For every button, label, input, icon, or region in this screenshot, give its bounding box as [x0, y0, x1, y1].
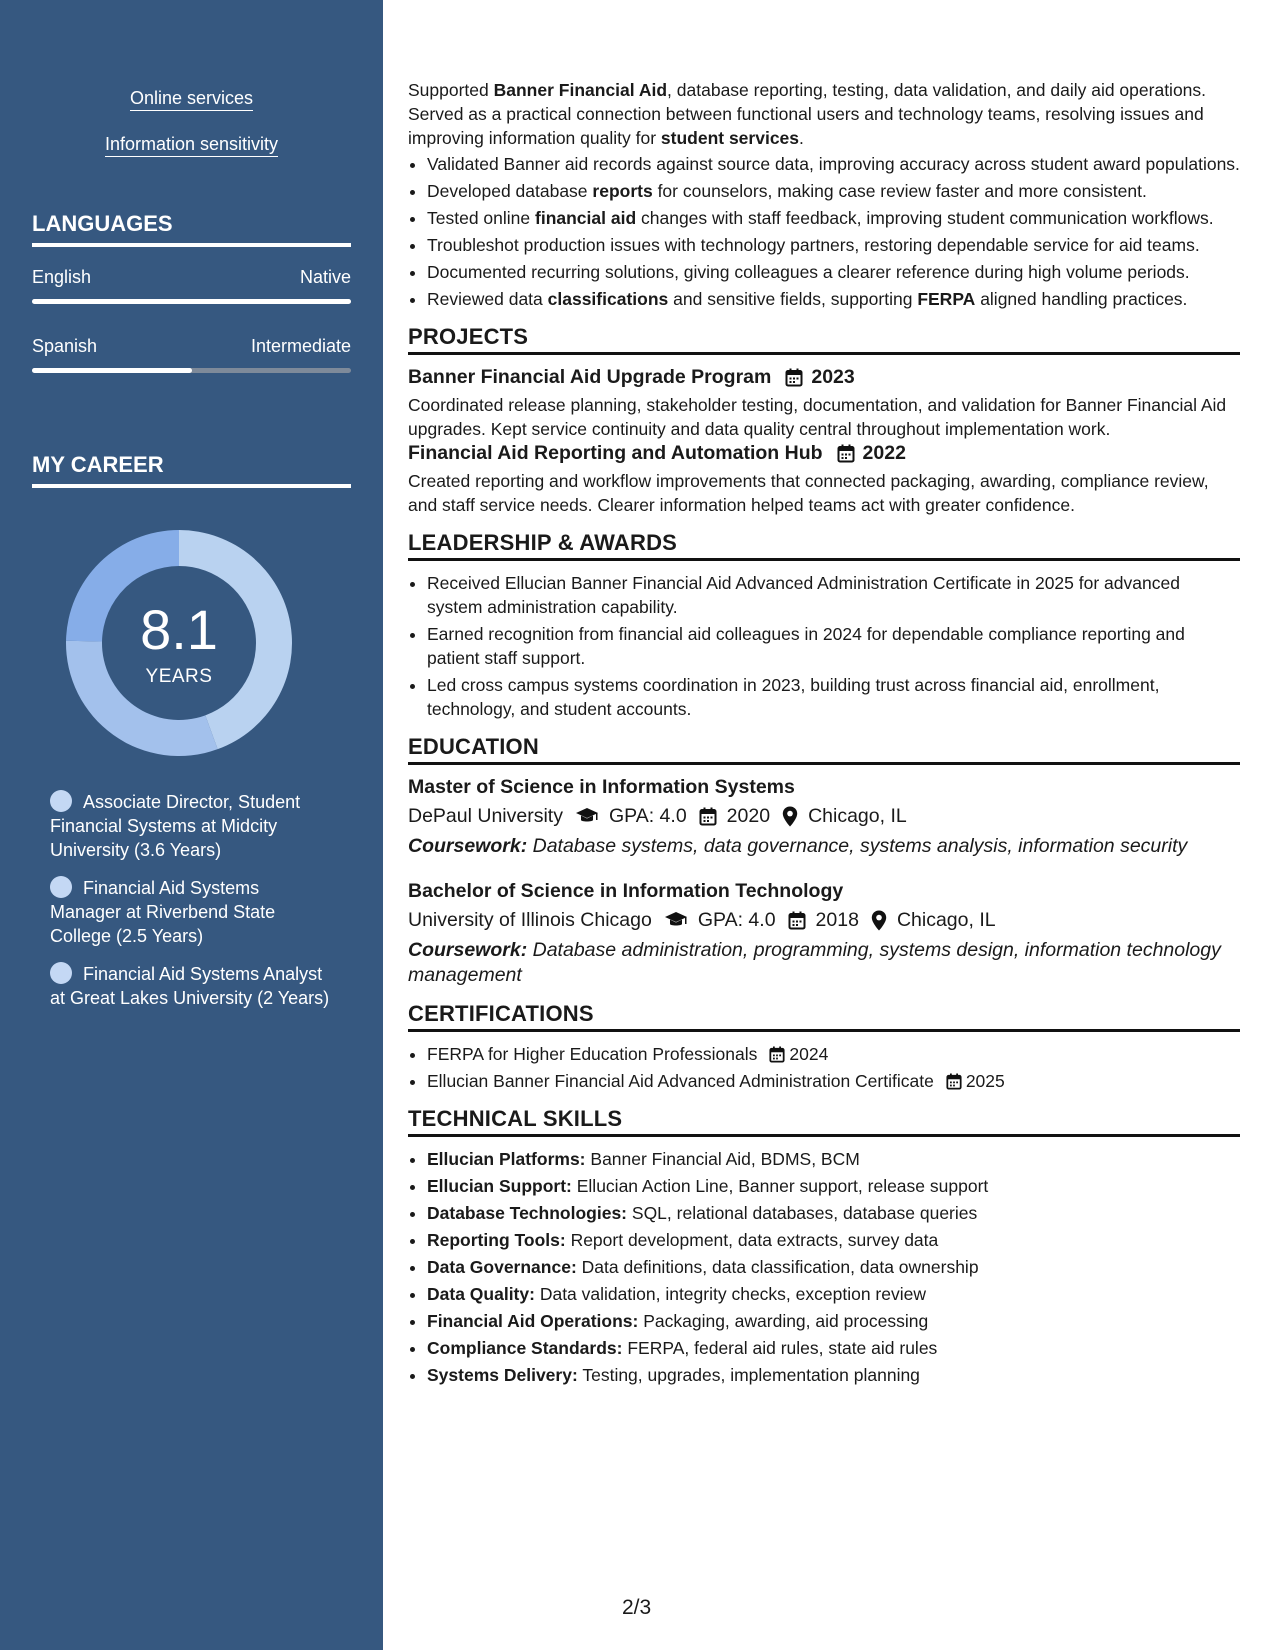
calendar-icon: [769, 1046, 785, 1063]
school-name: University of Illinois Chicago: [408, 909, 652, 931]
skill-item: [427, 1255, 1240, 1279]
bullet-bold: reports: [592, 181, 653, 201]
career-item: [50, 790, 335, 862]
project-title-row: [408, 365, 1240, 389]
leadership-list: [408, 571, 1240, 721]
skill-value: FERPA, federal aid rules, state aid rules: [627, 1338, 938, 1358]
graduation-cap-icon: [575, 807, 599, 825]
education-meta: [408, 804, 1240, 828]
project-title: Financial Aid Reporting and Automation Hub: [408, 442, 823, 464]
career-role: Financial Aid Systems Analyst at Great Lakes University (2 Years): [50, 964, 330, 1008]
summary-bullet: [427, 287, 1240, 311]
skill-label: Ellucian Support:: [427, 1176, 572, 1196]
summary-text: Supported: [408, 80, 494, 100]
skill-label: Data Quality:: [427, 1284, 535, 1304]
summary-bold: student services: [660, 128, 800, 148]
certifications-heading: CERTIFICATIONS: [408, 1002, 1240, 1032]
language-bar-spanish: [32, 368, 351, 373]
graduation-year: 2020: [726, 805, 771, 827]
bullet-text: Tested online: [427, 208, 535, 228]
page-number: 2/3: [622, 1596, 652, 1619]
summary-bullet: [427, 152, 1240, 176]
summary-bullet: [427, 233, 1240, 257]
map-pin-icon: [782, 806, 798, 827]
skills-heading: TECHNICAL SKILLS: [408, 1107, 1240, 1137]
graduation-year: 2018: [815, 909, 859, 931]
language-name: Spanish: [32, 336, 98, 356]
sidebar-links: [0, 88, 383, 180]
language-name: English: [32, 267, 92, 287]
bullet-text: Reviewed data: [427, 289, 548, 309]
bullet-bold: financial aid: [535, 208, 637, 228]
language-bar-english: [32, 299, 351, 304]
language-row-english: [32, 267, 351, 288]
career-role: Financial Aid Systems Manager at Riverbend State College (2.5 Years): [50, 878, 276, 946]
skill-value: Report development, data extracts, survey data: [570, 1230, 939, 1250]
leadership-item: • Received Ellucian Banner Financial Aid Advanced Administration Certificate in 2025 for advanced system administration capability.: [427, 571, 1240, 619]
language-level: Native: [299, 267, 351, 287]
summary-bullet: [427, 179, 1240, 203]
education-heading: EDUCATION: [408, 735, 1240, 765]
skill-item: [427, 1309, 1240, 1333]
skill-item: [427, 1174, 1240, 1198]
project-year: 2022: [862, 442, 906, 464]
skill-item: [427, 1282, 1240, 1306]
leadership-item: • Led cross campus systems coordination in 2023, building trust across financial aid, enrollment, technology, and student accounts.: [427, 673, 1240, 721]
location: Chicago, IL: [808, 805, 907, 827]
project-title-row: [408, 441, 1240, 465]
map-pin-icon: [871, 910, 887, 931]
skill-value: Data validation, integrity checks, exception review: [539, 1284, 926, 1304]
projects-heading: PROJECTS: [408, 325, 1240, 355]
skill-value: Packaging, awarding, aid processing: [643, 1311, 929, 1331]
bullet-bold: classifications: [547, 289, 669, 309]
summary-text: .: [799, 128, 804, 148]
skill-label: Ellucian Platforms:: [427, 1149, 586, 1169]
project-description: Coordinated release planning, stakeholder testing, documentation, and validation for Banner Financial Aid upgrades. Kept service continuity and data quality central throughout implementation work.: [408, 395, 1227, 439]
career-donut-chart: [66, 530, 292, 756]
skill-value: Data definitions, data classification, data ownership: [581, 1257, 979, 1277]
skills-list: [408, 1147, 1240, 1387]
coursework: [408, 834, 1240, 859]
link-online-services[interactable]: Online services: [130, 88, 253, 111]
certifications-list: [408, 1042, 1240, 1093]
degree-title: Bachelor of Science in Information Technology: [408, 880, 844, 902]
career-years-unit: YEARS: [145, 666, 213, 687]
certification-year: 2025: [965, 1071, 1005, 1091]
career-role: Associate Director, Student Financial Systems at Midcity University (3.6 Years): [50, 792, 301, 860]
graduation-cap-icon: [664, 911, 688, 929]
summary-paragraph: [408, 78, 1240, 150]
project-year: 2023: [811, 366, 855, 388]
skill-item: [427, 1228, 1240, 1252]
education-entry: [408, 775, 1240, 859]
calendar-icon: [785, 368, 803, 387]
school-name: DePaul University: [408, 805, 563, 827]
coursework-text: Database administration, programming, systems design, information technology management: [408, 939, 1221, 986]
career-item: [50, 876, 335, 948]
bullet-dot-icon: [50, 876, 72, 898]
skill-value: Ellucian Action Line, Banner support, release support: [576, 1176, 989, 1196]
bullet-text: and sensitive fields, supporting: [668, 289, 918, 309]
languages-heading: LANGUAGES: [32, 211, 351, 247]
donut-center: [66, 530, 292, 756]
language-bar-fill: [32, 368, 192, 373]
link-information-sensitivity[interactable]: Information sensitivity: [105, 134, 278, 157]
education-entry: [408, 879, 1240, 988]
education-meta: [408, 908, 1240, 932]
calendar-icon: [946, 1073, 962, 1090]
project-title: Banner Financial Aid Upgrade Program: [408, 366, 772, 388]
career-list: [50, 790, 335, 1024]
coursework-label: Coursework:: [408, 939, 528, 961]
certification-item: [427, 1042, 1240, 1066]
skill-item: [427, 1336, 1240, 1360]
degree-title: Master of Science in Information Systems: [408, 776, 795, 798]
bullet-text: for counselors, making case review faster and more consistent.: [652, 181, 1147, 201]
calendar-icon: [788, 911, 806, 930]
skill-item: [427, 1363, 1240, 1387]
language-level: Intermediate: [250, 336, 351, 356]
certification-item: [427, 1069, 1240, 1093]
bullet-bold: FERPA: [917, 289, 976, 309]
gpa: GPA: 4.0: [608, 805, 687, 827]
coursework-label: Coursework:: [408, 835, 528, 857]
summary-bold: Banner Financial Aid: [493, 80, 668, 100]
language-row-spanish: [32, 336, 351, 357]
skill-value: Banner Financial Aid, BDMS, BCM: [590, 1149, 860, 1169]
sidebar: [0, 0, 383, 1650]
skill-label: Compliance Standards:: [427, 1338, 623, 1358]
skill-item: [427, 1147, 1240, 1171]
bullet-text: Validated Banner aid records against source data, improving accuracy across student award populations.: [427, 154, 1240, 174]
certification-year: 2024: [789, 1044, 829, 1064]
main-content: [408, 78, 1240, 1390]
bullet-text: Documented recurring solutions, giving colleagues a clearer reference during high volume periods.: [427, 262, 1190, 282]
gpa: GPA: 4.0: [697, 909, 776, 931]
bullet-text: Troubleshot production issues with technology partners, restoring dependable service for aid teams.: [427, 235, 1200, 255]
skill-label: Database Technologies:: [427, 1203, 628, 1223]
certification-name: FERPA for Higher Education Professionals: [427, 1044, 758, 1064]
skill-label: Reporting Tools:: [427, 1230, 566, 1250]
certification-name: Ellucian Banner Financial Aid Advanced Administration Certificate: [427, 1071, 934, 1091]
skill-label: Systems Delivery:: [427, 1365, 578, 1385]
skill-value: Testing, upgrades, implementation planning: [582, 1365, 920, 1385]
leadership-heading: LEADERSHIP & AWARDS: [408, 531, 1240, 561]
career-item: [50, 962, 335, 1010]
skill-value: SQL, relational databases, database queries: [631, 1203, 978, 1223]
calendar-icon: [699, 807, 717, 826]
coursework: [408, 938, 1240, 988]
bullet-text: changes with staff feedback, improving student communication workflows.: [636, 208, 1214, 228]
summary-bullet: [427, 206, 1240, 230]
skill-label: Data Governance:: [427, 1257, 577, 1277]
bullet-dot-icon: [50, 790, 72, 812]
coursework-text: Database systems, data governance, systems analysis, information security: [532, 835, 1188, 857]
calendar-icon: [837, 444, 855, 463]
bullet-text: aligned handling practices.: [975, 289, 1188, 309]
location: Chicago, IL: [896, 909, 996, 931]
career-total-years: 8.1: [140, 598, 218, 661]
skill-item: [427, 1201, 1240, 1225]
summary-bullets: [408, 152, 1240, 311]
summary-bullet: [427, 260, 1240, 284]
career-heading: MY CAREER: [32, 452, 351, 488]
summary-text: , database reporting, testing, data validation, and daily aid operations. Served as a practical connection between functional users and technology teams, resolving issues and improving information quality for: [408, 80, 1207, 148]
language-bar-fill: [32, 299, 351, 304]
project-description: Created reporting and workflow improvements that connected packaging, awarding, compliance review, and staff service needs. Clearer information helped teams act with greater confidence.: [408, 471, 1209, 515]
bullet-text: Developed database: [427, 181, 593, 201]
bullet-dot-icon: [50, 962, 72, 984]
leadership-item: • Earned recognition from financial aid colleagues in 2024 for dependable compliance reporting and patient staff support.: [427, 622, 1240, 670]
skill-label: Financial Aid Operations:: [427, 1311, 639, 1331]
